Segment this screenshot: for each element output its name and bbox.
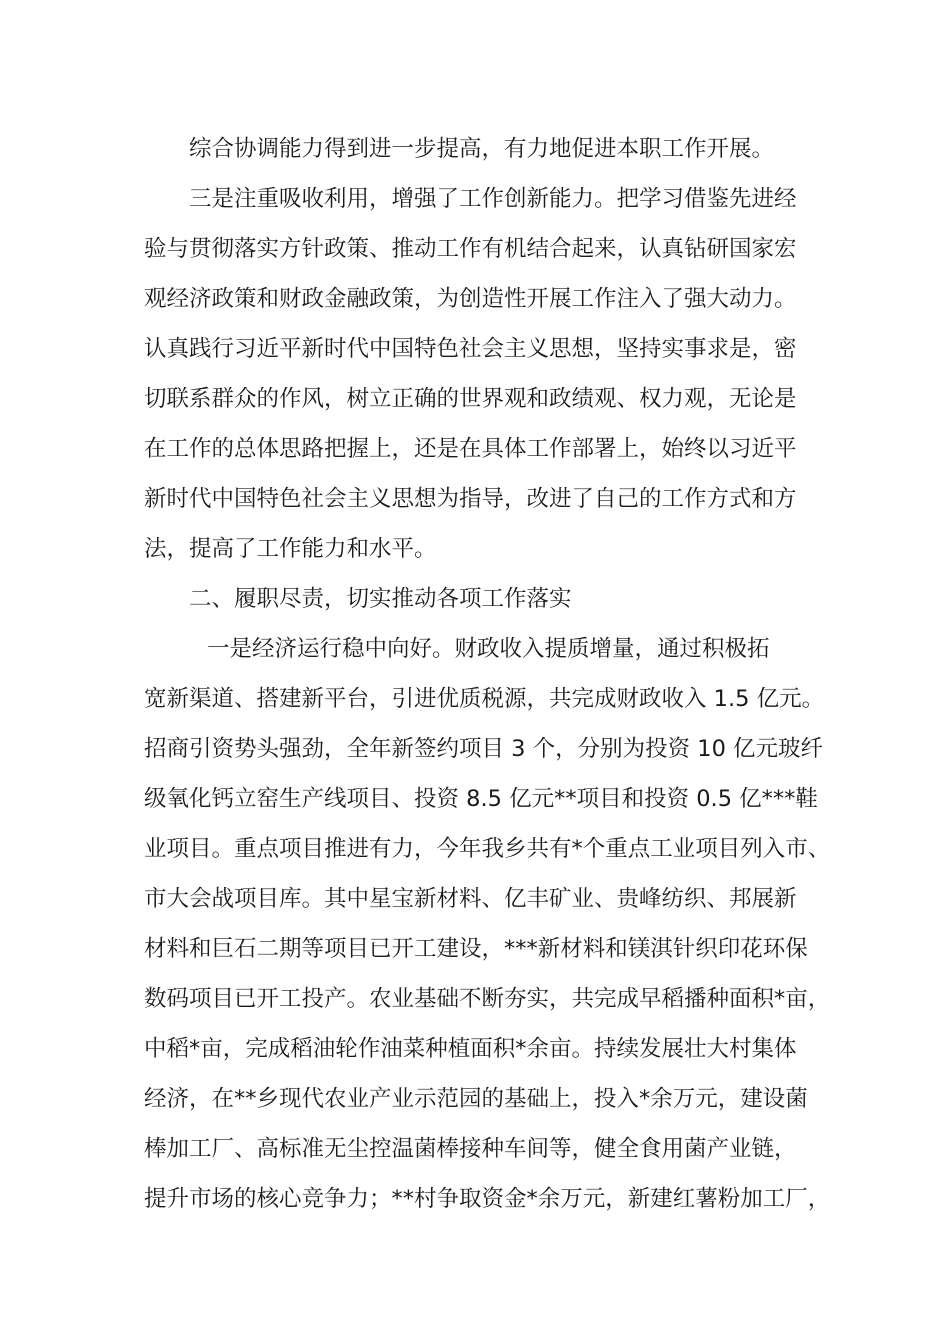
text-line: 三是注重吸收利用，增强了工作创新能力。把学习借鉴先进经: [189, 186, 797, 212]
text-line: 认真践行习近平新时代中国特色社会主义思想，坚持实事求是，密: [144, 336, 797, 362]
text-line: 材料和巨石二期等项目已开工建设，***新材料和镁淇针织印花环保: [144, 936, 808, 962]
text-line: 提升市场的核心竞争力；**村争取资金*余万元，新建红薯粉加工厂，: [144, 1186, 831, 1212]
text-line: 业项目。重点项目推进有力，今年我乡共有*个重点工业项目列入市、: [144, 836, 831, 862]
text-line: 在工作的总体思路把握上，还是在具体工作部署上，始终以习近平: [144, 436, 797, 462]
section-heading: 二、履职尽责，切实推动各项工作落实: [189, 586, 572, 612]
text-line: 验与贯彻落实方针政策、推动工作有机结合起来，认真钻研国家宏: [144, 236, 797, 262]
text-line: 观经济政策和财政金融政策，为创造性开展工作注入了强大动力。: [144, 286, 797, 312]
text-line: 棒加工厂、高标准无尘控温菌棒接种车间等，健全食用菌产业链，: [144, 1136, 797, 1162]
text-line: 一是经济运行稳中向好。财政收入提质增量，通过积极拓: [207, 636, 770, 662]
text-line: 宽新渠道、搭建新平台，引进优质税源，共完成财政收入 1.5 亿元。: [144, 686, 825, 712]
text-line: 中稻*亩，完成稻油轮作油菜种植面积*余亩。持续发展壮大村集体: [144, 1036, 797, 1062]
text-line: 经济，在**乡现代农业产业示范园的基础上，投入*余万元，建设菌: [144, 1086, 808, 1112]
document-body: [144, 124, 834, 1224]
text-line: 新时代中国特色社会主义思想为指导，改进了自己的工作方式和方: [144, 486, 797, 512]
text-line: 数码项目已开工投产。农业基础不断夯实，共完成早稻播种面积*亩，: [144, 986, 831, 1012]
text-line: 招商引资势头强劲，全年新签约项目 3 个，分别为投资 10 亿元玻纤: [144, 736, 824, 762]
text-line: 综合协调能力得到进一步提高，有力地促进本职工作开展。: [189, 136, 775, 162]
text-line: 法，提高了工作能力和水平。: [144, 536, 437, 562]
text-line: 级氧化钙立窑生产线项目、投资 8.5 亿元**项目和投资 0.5 亿***鞋: [144, 786, 818, 812]
text-line: 市大会战项目库。其中星宝新材料、亿丰矿业、贵峰纺织、邦展新: [144, 886, 797, 912]
text-line: 切联系群众的作风，树立正确的世界观和政绩观、权力观，无论是: [144, 386, 797, 412]
